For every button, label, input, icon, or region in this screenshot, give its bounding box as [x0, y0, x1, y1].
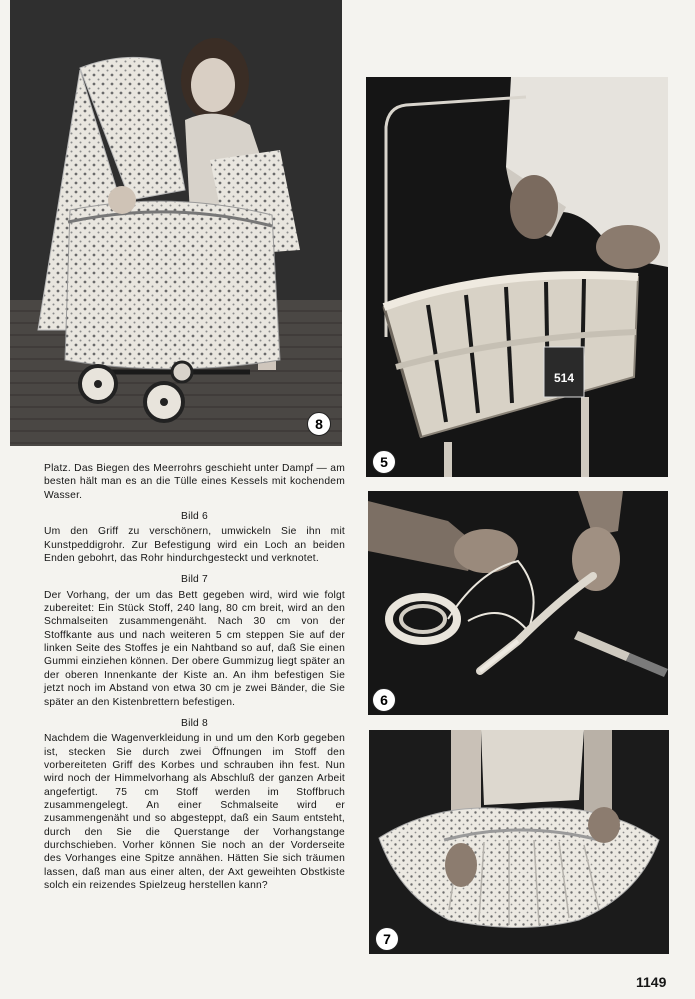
section-paragraph: Nachdem die Wagenverkleidung in und um den Korb gegeben ist, stecken Sie durch zwei Öffnungen im Stoff den vorbereiteten Griff des Korbes und schrauben ihn fest. Nun wird noch der Himmelvorhang als Abschluß der ganzen Arbeit angefertigt. 75 cm Stoff werden im Stoffbruch zusammengelegt. An einer Schmalseite wird er zusammengenäht und so abgesteppt, daß ein Saum entsteht, durch den Sie die Querstange der Vorhangstange durchschieben. Vorher können Sie noch an der Vorderseite des Vorhanges eine Spitze annähen. Hätten Sie sich träumen lassen, daß man aus einer alten, der Axt geweihten Obstkiste solch ein reizendes Spielzeug herstellen kann?	[44, 733, 345, 891]
curtain-fabric-illustration	[369, 730, 669, 954]
photo-number-badge: 7	[375, 927, 399, 951]
photo-number-badge: 6	[372, 688, 396, 712]
photo-8-doll-pram	[10, 0, 342, 446]
section-heading: Bild 8	[181, 717, 208, 729]
section-paragraph: Der Vorhang, der um das Bett gegeben wird, wird wie folgt zubereitet: Ein Stück Stoff, 240 lang, 80 cm breit, wird an den Schmalseiten zusammengenäht. Nach 30 cm von der Stoffkante aus und nach weiteren 5 cm steppen Sie auf der linken Seite des Stoffes je ein Nahtband so auf, daß Sie einen Gummi einziehen können. Der obere Gummizug liegt später an der oberen Innenkante der Kiste an. An ihm befestigen Sie jetzt noch im Abstand von etwa 30 cm je zwei Bänder, die Sie später an den Kistenbrettern befestigen.	[44, 589, 345, 708]
section-heading: Bild 6	[181, 511, 208, 523]
photo-7-curtain-fabric	[369, 730, 669, 954]
section-heading: Bild 7	[181, 574, 208, 586]
photo-number-badge: 8	[307, 412, 331, 436]
handle-wrapping-illustration	[368, 491, 668, 715]
photo-6-wrapping-handle	[368, 491, 668, 715]
section-paragraph: Um den Griff zu verschönern, umwickeln Sie ihn mit Kunstpeddigrohr. Zur Befestigung wird ein Loch an beiden Enden gebohrt, das Rohr hindurchgesteckt und verknotet.	[44, 526, 345, 565]
intro-paragraph: Platz. Das Biegen des Meerrohrs geschieht unter Dampf — am besten hält man es an die Tülle eines Kessels mit kochendem Wasser.	[44, 463, 345, 501]
page-number: 1149	[636, 974, 667, 990]
article-text-column	[44, 462, 345, 892]
photo-5-crate-basket	[366, 77, 668, 477]
crate-label: 514	[553, 371, 575, 385]
photo-number-badge: 5	[372, 450, 396, 474]
crate-basket-illustration	[366, 77, 668, 477]
doll-pram-illustration	[10, 0, 342, 446]
